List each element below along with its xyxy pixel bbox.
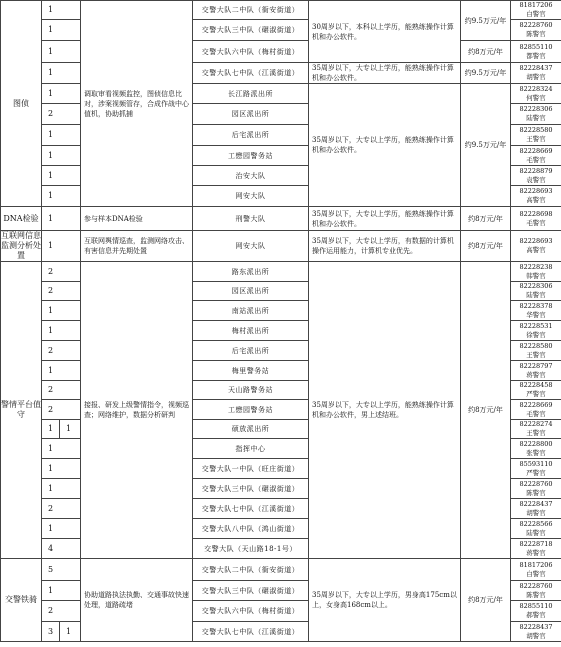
contact-cell bbox=[511, 439, 561, 459]
department-cell: 后宅派出所 bbox=[193, 341, 309, 361]
contact-phone: 82228306 bbox=[519, 282, 553, 290]
contact-phone: 82228580 bbox=[519, 126, 553, 134]
contact-name: 王警官 bbox=[526, 350, 546, 359]
contact-name: 陆警官 bbox=[526, 291, 546, 299]
contact-cell bbox=[511, 262, 561, 282]
requirement-cell: 35周岁以下，大专以上学历，能熟练操作计算机和办公软件。 bbox=[309, 207, 461, 231]
contact-phone: 82228760 bbox=[519, 479, 553, 488]
department-cell: 刑警大队 bbox=[193, 207, 309, 231]
duty-tujing: 调取审看视频监控，图侦信息比对，涉案视频管存，合成作战中心值机，协助抓捕 bbox=[81, 1, 193, 207]
position-count: 2 bbox=[42, 400, 81, 420]
department-cell: 交警大队二中队（衙安街道） bbox=[193, 559, 309, 581]
department-cell: 园区派出所 bbox=[193, 104, 309, 125]
department-cell: 园区派出所 bbox=[193, 282, 309, 301]
department-cell: 硕放派出所 bbox=[193, 420, 309, 439]
contact-cell bbox=[511, 381, 561, 400]
salary-cell: 约9.5万元/年 bbox=[461, 63, 511, 84]
department-cell: 梅里警务站 bbox=[193, 361, 309, 381]
contact-phone: 81817206 bbox=[519, 560, 553, 569]
position-count: 1 bbox=[42, 166, 81, 186]
salary-cell: 约8万元/年 bbox=[461, 559, 511, 642]
position-count: 2 bbox=[42, 282, 81, 301]
contact-cell bbox=[511, 41, 561, 63]
contact-cell bbox=[511, 420, 561, 439]
table-row bbox=[1, 207, 561, 231]
department-cell: 梅村派出所 bbox=[193, 321, 309, 341]
contact-cell bbox=[511, 1, 561, 20]
table-row bbox=[1, 1, 561, 20]
contact-phone: 82228274 bbox=[519, 420, 553, 428]
department-cell: 交警大队三中队（碾淑街道） bbox=[193, 581, 309, 601]
requirement-cell: 35周岁以下，大专以上学历，能熟练操作计算机和办公软件。 bbox=[309, 63, 461, 84]
department-cell: 天山路警务站 bbox=[193, 381, 309, 400]
department-cell: 工懋园警务站 bbox=[193, 400, 309, 420]
contact-phone: 82855110 bbox=[519, 42, 553, 51]
contact-phone: 82228378 bbox=[519, 301, 553, 310]
contact-cell bbox=[511, 20, 561, 41]
contact-name: 袁警官 bbox=[526, 175, 546, 184]
contact-cell bbox=[511, 63, 561, 84]
contact-name: 蒋警官 bbox=[526, 548, 546, 557]
position-count: 1 bbox=[42, 231, 81, 262]
contact-phone: 82228580 bbox=[519, 341, 553, 350]
contact-cell bbox=[511, 166, 561, 186]
department-cell: 交警大队七中队（江溪街道） bbox=[193, 622, 309, 642]
category-hulian: 互联网信息监测分析处置 bbox=[1, 231, 41, 260]
position-count: 1 bbox=[42, 20, 81, 41]
salary-cell: 约9.5万元/年 bbox=[461, 84, 511, 207]
contact-name: 都警官 bbox=[526, 51, 546, 60]
contact-phone: 82228437 bbox=[519, 499, 553, 508]
contact-name: 白警官 bbox=[526, 10, 546, 18]
department-cell: 网安大队 bbox=[193, 231, 309, 262]
position-count: 1 bbox=[42, 146, 81, 166]
contact-phone: 82228760 bbox=[519, 21, 553, 29]
duty-dna: 参与样本DNA检验 bbox=[81, 207, 193, 231]
contact-phone: 85593110 bbox=[519, 459, 553, 468]
contact-name: 陈警官 bbox=[526, 488, 546, 497]
contact-name: 毛警官 bbox=[526, 409, 546, 418]
department-cell: 工懋园警务站 bbox=[193, 146, 309, 166]
contact-cell bbox=[511, 499, 561, 519]
category-tujing: 图侦 bbox=[1, 1, 42, 207]
duty-hulian: 互联网舆情巡查，监测网络攻击、有害信息并先期处置 bbox=[81, 231, 193, 262]
contact-phone: 82228718 bbox=[519, 539, 553, 548]
contact-phone: 82228531 bbox=[519, 321, 553, 330]
contact-phone: 82228693 bbox=[519, 187, 553, 195]
position-count: 2 bbox=[42, 262, 81, 282]
contact-cell bbox=[511, 622, 561, 642]
category-jiaojing: 交警铁骑 bbox=[1, 559, 42, 642]
position-count: 1 bbox=[42, 581, 81, 601]
position-count: 4 bbox=[42, 539, 81, 559]
contact-phone: 82228566 bbox=[519, 519, 553, 528]
contact-cell bbox=[511, 581, 561, 601]
contact-phone: 82228306 bbox=[519, 105, 553, 113]
requirement-cell: 35周岁以下，大专以上学历，有数据的计算机操作运用能力，计算机专业优先。 bbox=[309, 231, 461, 262]
contact-phone: 82228437 bbox=[519, 64, 553, 72]
department-cell: 交警大队八中队（鸿山街道） bbox=[193, 519, 309, 539]
position-count-extra: 1 bbox=[60, 622, 81, 642]
position-count: 5 bbox=[42, 559, 81, 581]
contact-cell bbox=[511, 361, 561, 381]
position-count: 1 bbox=[42, 41, 81, 63]
contact-cell bbox=[511, 400, 561, 420]
contact-phone: 82228669 bbox=[519, 400, 553, 409]
contact-cell bbox=[511, 321, 561, 341]
position-count: 1 bbox=[42, 125, 81, 146]
department-cell: 路东派出所 bbox=[193, 262, 309, 282]
position-count: 1 bbox=[42, 479, 81, 499]
department-cell: 交警大队六中队（梅村街道） bbox=[193, 601, 309, 622]
contact-cell bbox=[511, 459, 561, 479]
contact-name: 陈警官 bbox=[526, 30, 546, 38]
contact-cell bbox=[511, 539, 561, 559]
department-cell: 南站派出所 bbox=[193, 301, 309, 321]
contact-name: 陆警官 bbox=[526, 114, 546, 122]
contact-name: 高警官 bbox=[526, 196, 546, 204]
department-cell: 交警大队六中队（梅村街道） bbox=[193, 41, 309, 63]
contact-cell bbox=[511, 125, 561, 146]
contact-name: 毛警官 bbox=[526, 218, 546, 227]
contact-name: 陆警官 bbox=[526, 528, 546, 537]
position-count: 1 bbox=[42, 63, 81, 84]
contact-name: 毛警官 bbox=[526, 155, 546, 164]
contact-name: 张警官 bbox=[526, 448, 546, 457]
department-cell: 交警大队三中队（碾淑街道） bbox=[193, 479, 309, 499]
salary-cell: 约8万元/年 bbox=[461, 207, 511, 231]
department-cell: 交警大队七中队（江溪街道） bbox=[193, 63, 309, 84]
contact-name: 白警官 bbox=[526, 569, 546, 578]
contact-phone: 82228437 bbox=[519, 622, 553, 631]
contact-cell bbox=[511, 601, 561, 622]
contact-cell bbox=[511, 301, 561, 321]
contact-name: 胡警官 bbox=[526, 631, 546, 640]
contact-name: 高警官 bbox=[526, 246, 546, 254]
contact-phone: 82228238 bbox=[519, 262, 553, 271]
contact-phone: 82228458 bbox=[519, 381, 553, 389]
contact-name: 陈警官 bbox=[526, 590, 546, 599]
position-count-extra: 1 bbox=[60, 420, 81, 439]
position-count: 1 bbox=[42, 420, 60, 439]
requirement-cell: 35周岁以下，大专以上学历，能熟练操作计算机和办公软件。 bbox=[309, 84, 461, 207]
contact-phone: 82228669 bbox=[519, 146, 553, 155]
department-cell: 交警大队一中队（旺庄街道） bbox=[193, 459, 309, 479]
position-count: 1 bbox=[42, 459, 81, 479]
contact-cell bbox=[511, 559, 561, 581]
contact-cell bbox=[511, 146, 561, 166]
requirement-cell: 35周岁以下，大专以上学历，男身高175cm以上，女身高168cm以上。 bbox=[309, 559, 461, 642]
contact-cell bbox=[511, 186, 561, 207]
contact-name: 蒋警官 bbox=[526, 370, 546, 379]
department-cell: 后宅派出所 bbox=[193, 125, 309, 146]
duty-jingjian: 接报、研发上级警情指令，视频巡查；网络维护，数据分析研判 bbox=[81, 262, 193, 559]
contact-name: 郝警官 bbox=[526, 611, 546, 619]
position-count: 1 bbox=[42, 301, 81, 321]
contact-cell bbox=[511, 479, 561, 499]
position-count: 2 bbox=[42, 381, 81, 400]
contact-cell bbox=[511, 207, 561, 231]
salary-cell: 约8万元/年 bbox=[461, 231, 511, 262]
contact-cell bbox=[511, 84, 561, 104]
contact-phone: 82228800 bbox=[519, 439, 553, 448]
position-count: 2 bbox=[42, 601, 81, 622]
contact-phone: 82228760 bbox=[519, 581, 553, 590]
position-count: 1 bbox=[42, 84, 81, 104]
department-cell: 长江路派出所 bbox=[193, 84, 309, 104]
contact-cell bbox=[511, 341, 561, 361]
requirement-cell: 30周岁以下，本科以上学历，能熟练操作计算机和办公软件。 bbox=[309, 1, 461, 63]
category-jingjian: 警情平台值守 bbox=[1, 262, 42, 559]
position-count: 2 bbox=[42, 341, 81, 361]
salary-cell: 约8万元/年 bbox=[461, 41, 511, 63]
position-count: 1 bbox=[42, 519, 81, 539]
requirement-cell: 35周岁以下，大专以上学历，能熟练操作计算机和办公软件，男上述结班。 bbox=[309, 262, 461, 559]
contact-name: 胡警官 bbox=[526, 73, 546, 81]
department-cell: 治安大队 bbox=[193, 166, 309, 186]
contact-cell bbox=[511, 104, 561, 125]
department-cell: 指挥中心 bbox=[193, 439, 309, 459]
duty-jiaojing: 协助道路执法执勤、交通事故快速处理，道路疏堵 bbox=[81, 559, 193, 642]
contact-phone: 82228324 bbox=[519, 84, 553, 93]
position-count: 1 bbox=[42, 321, 81, 341]
contact-name: 韩警官 bbox=[526, 271, 546, 280]
position-count: 1 bbox=[42, 186, 81, 207]
department-cell: 交警大队（天山路18-1号） bbox=[193, 539, 309, 559]
department-cell: 交警大队七中队（江溪街道） bbox=[193, 499, 309, 519]
contact-name: 徐警官 bbox=[526, 330, 546, 339]
contact-cell bbox=[511, 231, 561, 262]
position-count: 1 bbox=[42, 207, 81, 231]
contact-phone: 82855110 bbox=[519, 602, 553, 610]
table-row bbox=[1, 231, 561, 262]
contact-name: 严警官 bbox=[526, 390, 546, 398]
contact-name: 华警官 bbox=[526, 310, 546, 319]
contact-phone: 81817206 bbox=[519, 1, 553, 9]
contact-phone: 82228693 bbox=[519, 237, 553, 245]
department-cell: 交警大队三中队（碾淑街道） bbox=[193, 20, 309, 41]
contact-phone: 82228879 bbox=[519, 166, 553, 175]
position-count: 1 bbox=[42, 361, 81, 381]
table-row bbox=[1, 559, 561, 581]
table-row bbox=[1, 262, 561, 282]
position-count: 1 bbox=[42, 439, 81, 459]
department-cell: 网安大队 bbox=[193, 186, 309, 207]
contact-cell bbox=[511, 519, 561, 539]
position-count: 3 bbox=[42, 622, 60, 642]
contact-name: 严警官 bbox=[526, 468, 546, 477]
contact-name: 胡警官 bbox=[526, 508, 546, 517]
contact-name: 王警官 bbox=[526, 429, 546, 437]
position-count: 2 bbox=[42, 499, 81, 519]
department-cell: 交警大队二中队（衙安街道） bbox=[193, 1, 309, 20]
contact-name: 何警官 bbox=[526, 93, 546, 102]
contact-cell bbox=[511, 282, 561, 301]
contact-name: 王警官 bbox=[526, 135, 546, 143]
category-dna: DNA检验 bbox=[1, 207, 42, 231]
contact-phone: 82228698 bbox=[519, 209, 553, 218]
salary-cell: 约9.5万元/年 bbox=[461, 1, 511, 41]
position-count: 2 bbox=[42, 104, 81, 125]
salary-cell: 约8万元/年 bbox=[461, 262, 511, 559]
contact-phone: 82228797 bbox=[519, 361, 553, 370]
position-count: 1 bbox=[42, 1, 81, 20]
